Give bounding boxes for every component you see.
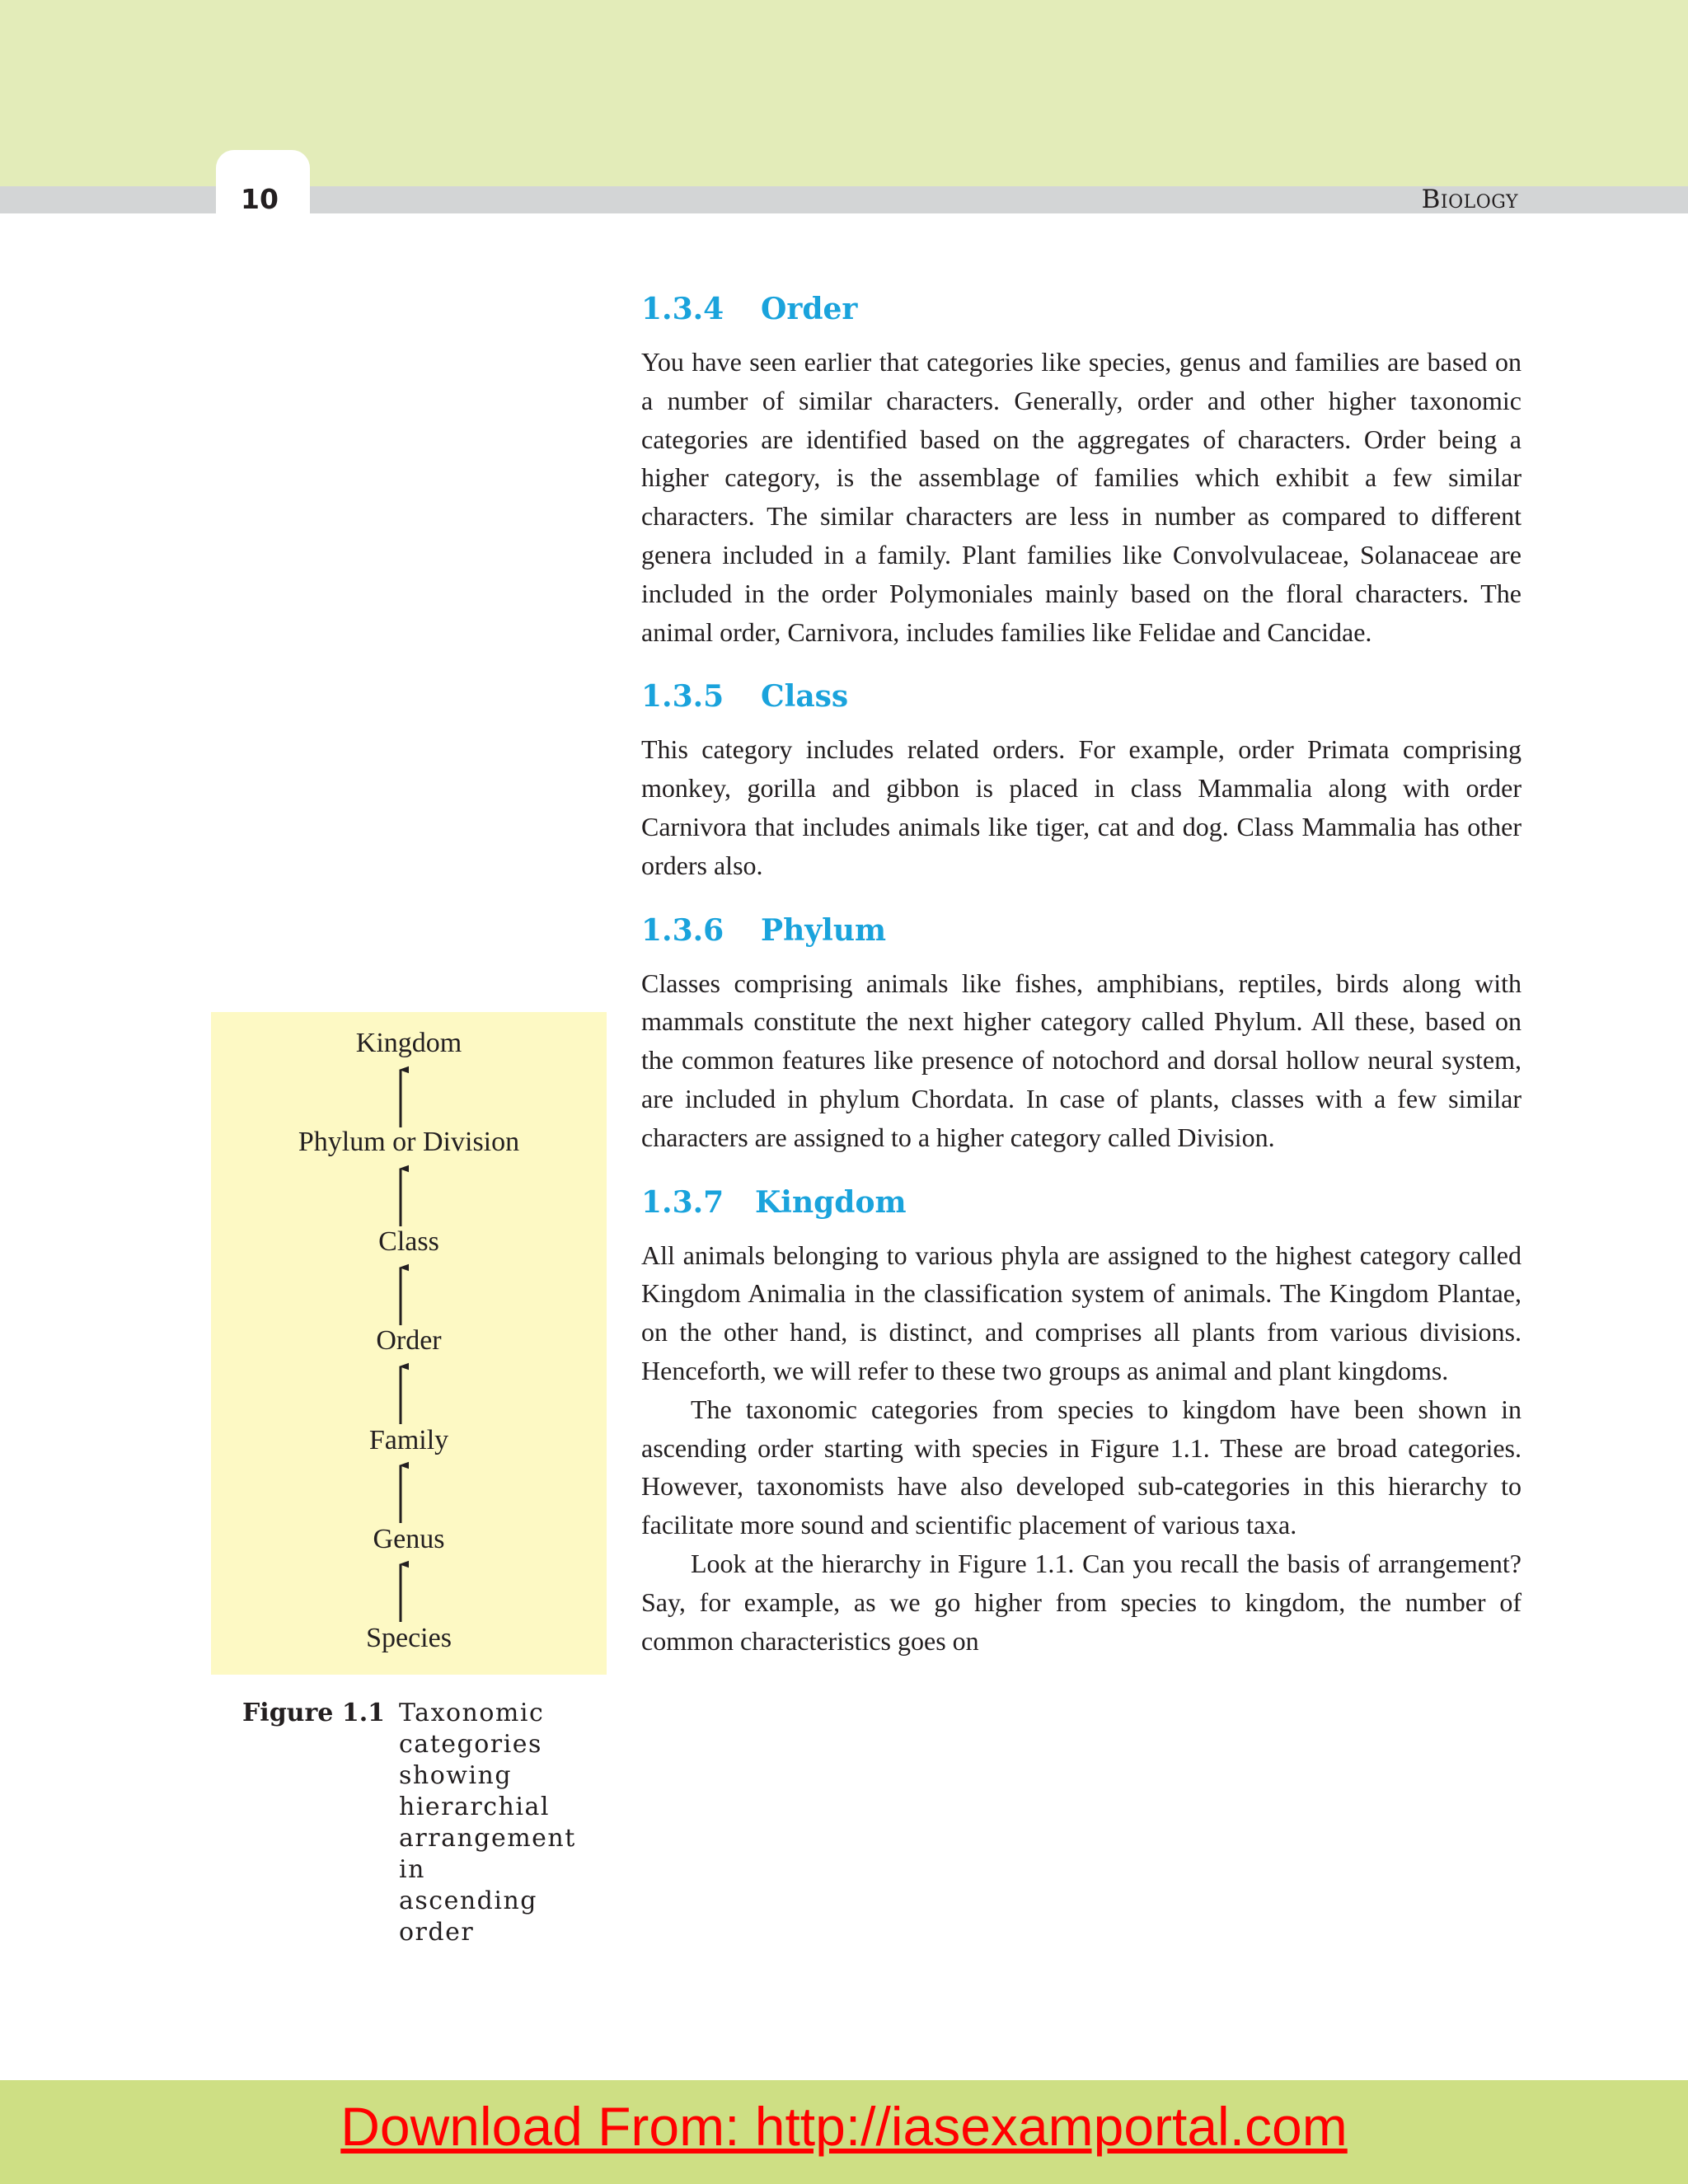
section-title: Kingdom (755, 1184, 907, 1220)
paragraph: You have seen earlier that categories like species, genus and families are based on a number of similar characters. Generally, order and other higher taxonomic categories are identified based on the aggregates of characters. Order being a higher category, is the assemblage of families which exhibit a few similar characters. The similar characters are less in number as compared to different genera included in a family. Plant families like Convolvulaceae, Solanaceae are included in the order Polymoniales mainly based on the floral characters. The animal order, Carnivora, includes families like Felidae and Cancidae. (641, 347, 1522, 647)
caption-text: Taxonomic categories showing hierarchial arrangement in ascending order (399, 1699, 576, 1947)
paragraph: Look at the hierarchy in Figure 1.1. Can you recall the basis of arrangement? Say, for example, as we go higher from species to kingdom, the number of common characteristics goes on (641, 1548, 1522, 1656)
section-title: Class (761, 679, 849, 715)
level-class: Class (378, 1226, 439, 1257)
section-heading-kingdom (641, 1182, 1522, 1223)
paragraph: This category includes related orders. For example, order Primata comprising monkey, gorilla and gibbon is placed in class Mammalia along with order Carnivora that includes animals like tiger, cat and dog. Class Mammalia has other orders also. (641, 734, 1522, 880)
section-heading-order (641, 288, 1522, 330)
main-content (641, 288, 1522, 1660)
section-heading-phylum (641, 910, 1522, 951)
level-kingdom: Kingdom (355, 1028, 462, 1058)
level-species: Species (366, 1623, 452, 1653)
level-order: Order (376, 1325, 442, 1356)
level-phylum: Phylum or Division (298, 1127, 520, 1157)
section-heading-class (641, 676, 1522, 717)
section-title: Order (761, 292, 858, 326)
level-genus: Genus (373, 1524, 445, 1554)
running-head: Biology (1421, 185, 1518, 214)
page-number: 10 (241, 183, 279, 215)
paragraph: All animals belonging to various phyla are assigned to the highest category called Kingdom Animalia in the classification system of animals. The Kingdom Plantae, on the other hand, is distinct, and comprises all plants from various divisions. Henceforth, we will refer to these two groups as animal and plant kingdoms. (641, 1240, 1522, 1385)
section-number: 1.3.5 (641, 679, 724, 715)
paragraph: The taxonomic categories from species to kingdom have been shown in ascending order starting with species in Figure 1.1. These are broad categories. However, taxonomists have also developed sub-categories in this hierarchy to facilitate more sound and scientific placement of various taxa. (641, 1394, 1522, 1540)
section-title: Phylum (761, 912, 887, 948)
section-number: 1.3.6 (641, 912, 724, 948)
figure-1-1 (211, 1012, 607, 1675)
section-number: 1.3.4 (641, 292, 724, 326)
hierarchy-diagram (211, 1012, 607, 1675)
download-link[interactable]: Download From: http://iasexamportal.com (340, 2096, 1348, 2157)
section-number: 1.3.7 (641, 1184, 724, 1220)
level-family: Family (368, 1425, 449, 1455)
paragraph: Classes comprising animals like fishes, amphibians, reptiles, birds along with mammals constitute the next higher category called Phylum. All these, based on the common features like presence of notochord and dorsal hollow neural system, are included in phylum Chordata. In case of plants, classes with a few similar characters are assigned to a higher category called Division. (641, 968, 1522, 1152)
caption-label: Figure 1.1 (242, 1699, 386, 1727)
